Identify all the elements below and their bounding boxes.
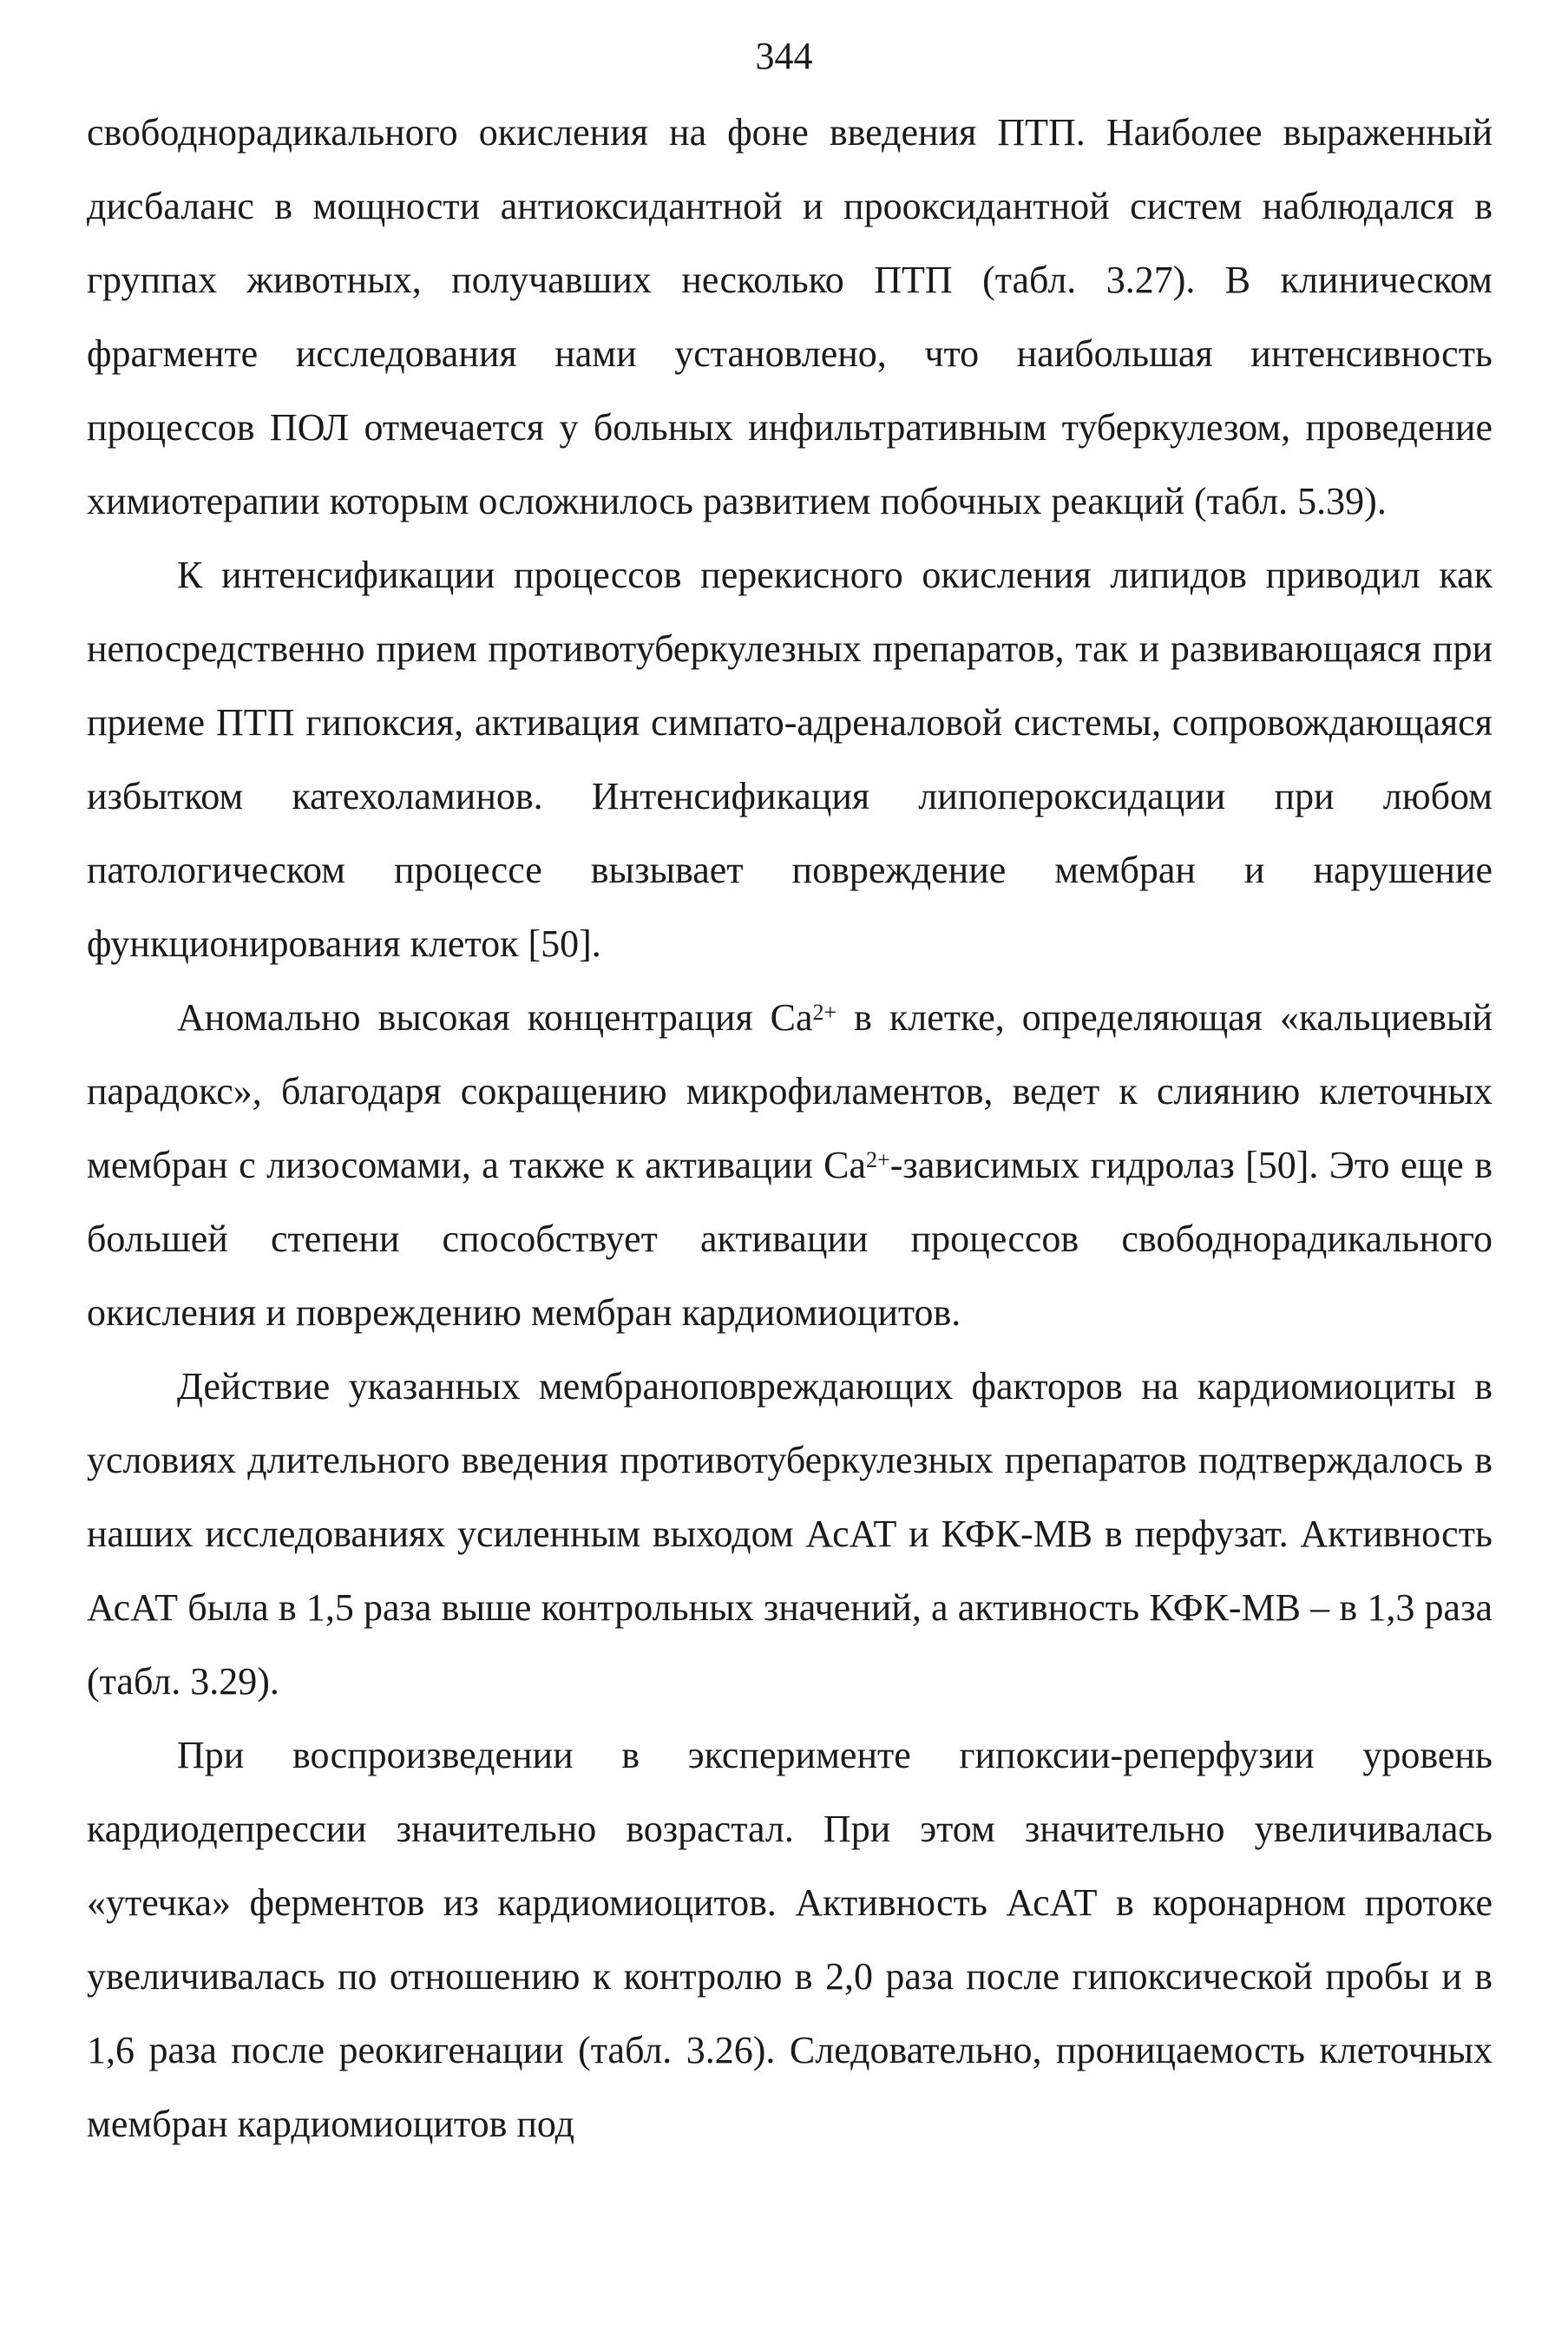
calcium-charge-superscript: 2+ [812,1000,837,1025]
body-text [87,95,1493,2161]
paragraph-3 [87,981,1493,1349]
paragraph-1-text: свободнорадикального окисления на фоне введения ПТП. Наиболее выраженный дисбаланс в мощности антиоксидантной и прооксидантной систем наблюдался в группах животных, получавших несколько ПТП (табл. 3.27). В клиническом фрагменте исследования нами установлено, что наибольшая интенсивность процессов ПОЛ отмечается у больных инфильтративным туберкулезом, проведение химиотерапии которым осложнилось развитием побочных реакций (табл. 5.39). [87,111,1493,522]
paragraph-4 [87,1349,1493,1718]
paragraph-1 [87,95,1493,538]
page-number: 344 [755,35,813,77]
paragraph-5-text: При воспроизведении в эксперименте гипоксии-реперфузии уровень кардиодепрессии значительно возрастал. При этом значительно увеличивалась «утечка» ферментов из кардиомиоцитов. Активность АсАТ в коронарном протоке увеличивалась по отношению к контролю в 2,0 раза после гипоксической пробы и в 1,6 раза после реокигенации (табл. 3.26). Следовательно, проницаемость клеточных мембран кардиомиоцитов под [87,1734,1493,2145]
paragraph-2 [87,538,1493,981]
calcium-charge-superscript: 2+ [866,1147,890,1172]
paragraph-3-text-c: -зависимых гидролаз [50]. Это еще в большей степени способствует активации процессов свободнорадикального окисления и повреждению мембран кардиомиоцитов. [87,1144,1493,1334]
paragraph-2-text: К интенсификации процессов перекисного окисления липидов приводил как непосредственно прием противотуберкулезных препаратов, так и развивающаяся при приеме ПТП гипоксия, активация симпато-адреналовой системы, сопровождающаяся избытком катехоламинов. Интенсификация липопероксидации при любом патологическом процессе вызывает повреждение мембран и нарушение функционирования клеток [50]. [87,554,1493,965]
paragraph-5 [87,1718,1493,2161]
paragraph-3-text-a: Аномально высокая концентрация Ca [177,996,813,1039]
paragraph-4-text: Действие указанных мембраноповреждающих факторов на кардиомиоциты в условиях длительного введения противотуберкулезных препаратов подтверждалось в наших исследованиях усиленным выходом АсАТ и КФК-МВ в перфузат. Активность АсАТ была в 1,5 раза выше контрольных значений, а активность КФК-МВ – в 1,3 раза (табл. 3.29). [87,1365,1493,1703]
paragraph-3-text-b: в клетке, определяющая «кальциевый парадокс», благодаря сокращению микрофиламентов, ведет к слиянию клеточных мембран с лизосомами, а также к активации Ca [87,996,1493,1186]
